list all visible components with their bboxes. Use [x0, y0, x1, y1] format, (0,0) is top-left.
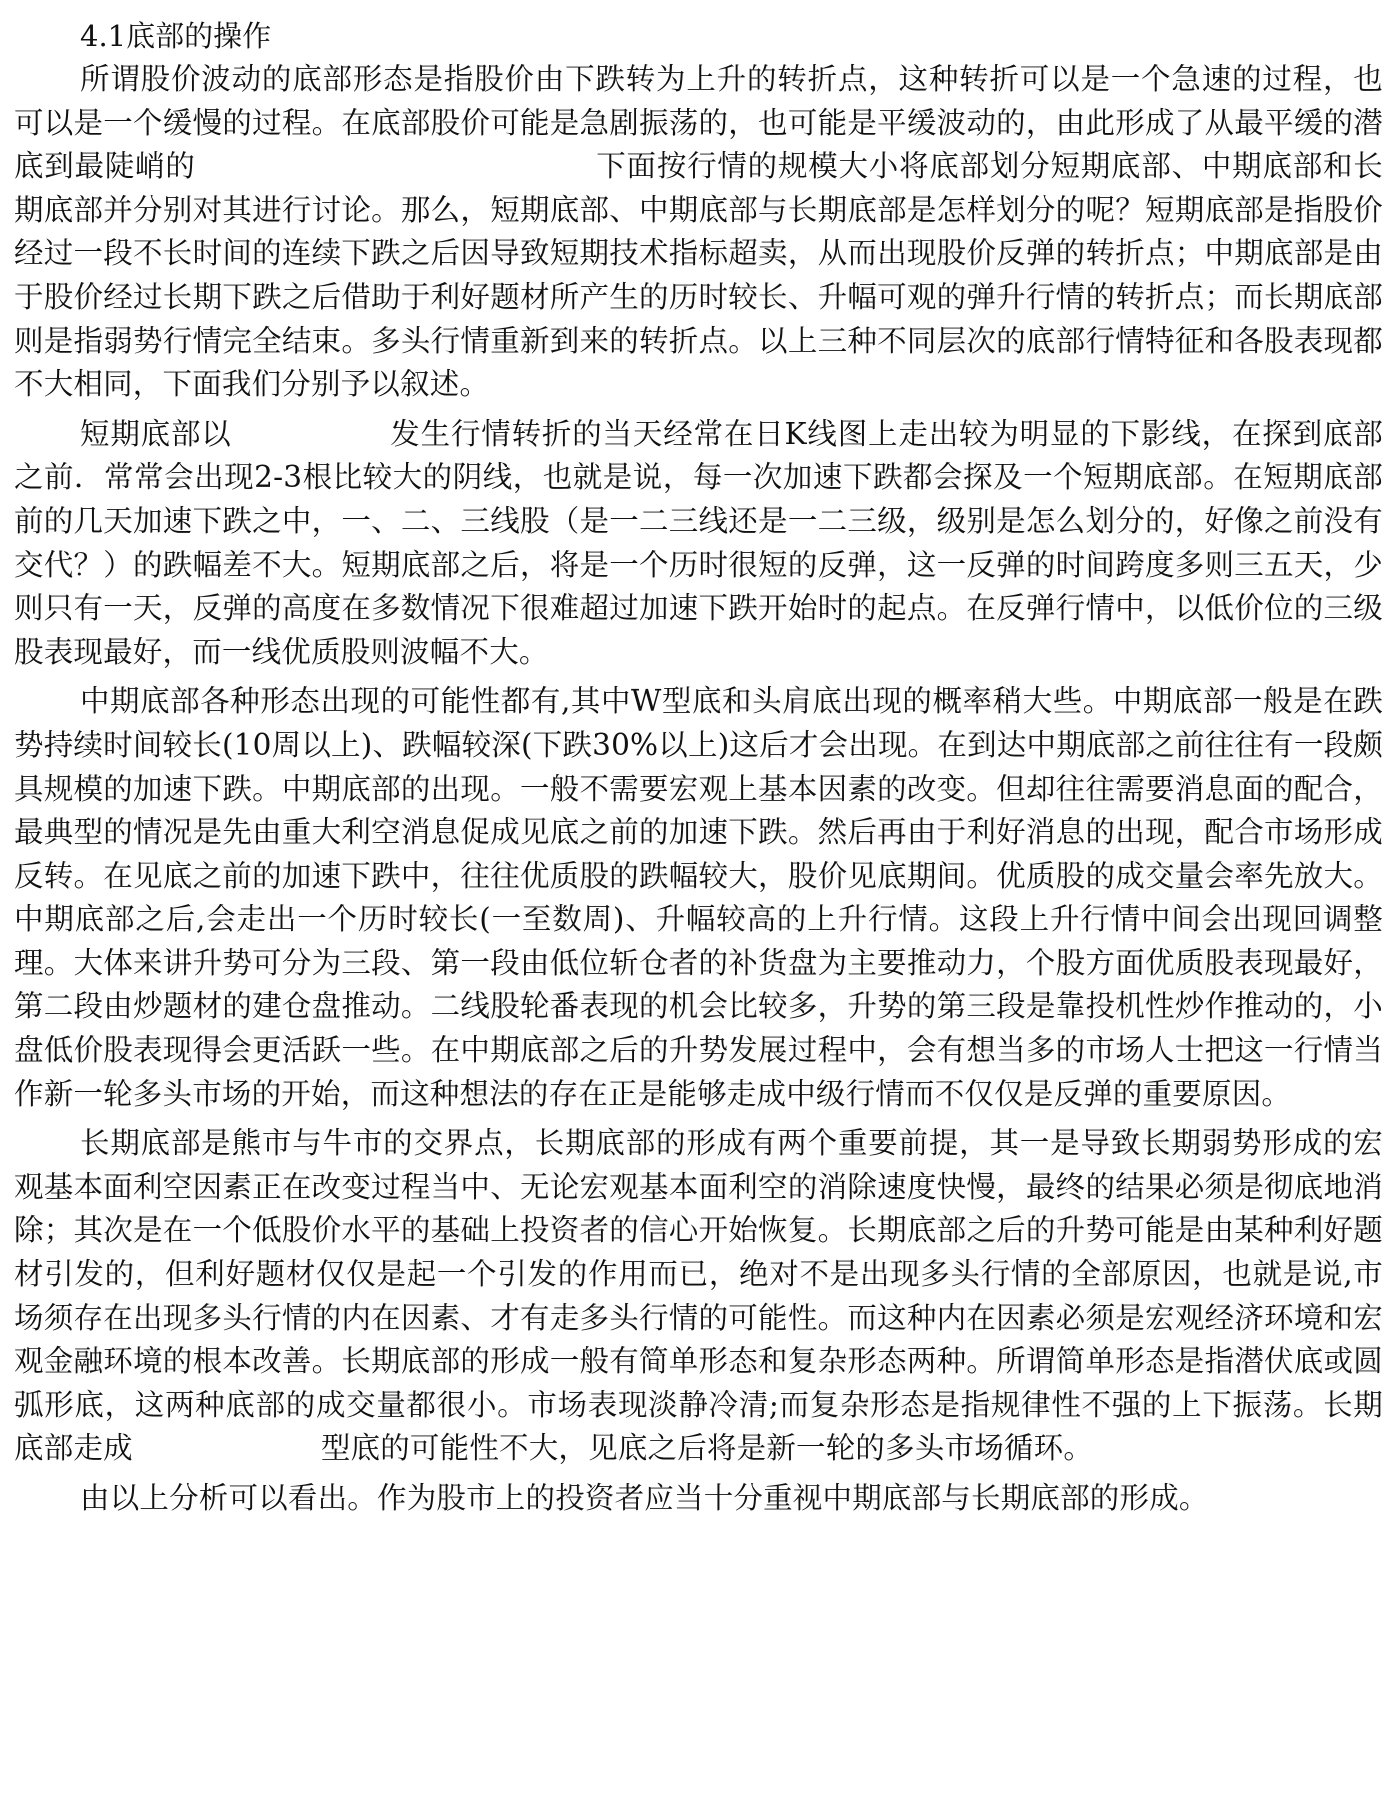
paragraph-long-term-bottom: [14, 1122, 1383, 1471]
paragraph-bottom-overview: [14, 58, 1383, 407]
paragraph-conclusion: 由以上分析可以看出。作为股市上的投资者应当十分重视中期底部与长期底部的形成。: [80, 1481, 1209, 1515]
paragraph-short-term-bottom: [14, 413, 1383, 675]
paragraph-text: 发生行情转折的当天经常在日K线图上走出较为明显的下影线，在探到底部之前．常常会出现2-3根比较大的阴线，也就是说，每一次加速下跌都会探及一个短期底部。在短期底部前的几天加速下跌之中，一、二、三线股（是一二三线还是一二三级，级别是怎么划分的，好像之前没有交代？）的跌幅差不大。短期底部之后，将是一个历时很短的反弹，这一反弹的时间跨度多则三五天，少则只有一天，反弹的高度在多数情况下很难超过加速下跌开始时的起点。在反弹行情中，以低价位的三级股表现最好，而一线优质股则波幅不大。: [14, 416, 1383, 669]
paragraph-text: 短期底部以: [80, 416, 232, 451]
paragraph-mid-term-bottom: 中期底部各种形态出现的可能性都有,其中W型底和头肩底出现的概率稍大些。中期底部一般是在跌势持续时间较长(10周以上)、跌幅较深(下跌30%以上)这后才会出现。在到达中期底部之前往往有一段颇具规模的加速下跌。中期底部的出现。一般不需要宏观上基本因素的改变。但却往往需要消息面的配合，最典型的情况是先由重大利空消息促成见底之前的加速下跌。然后再由于利好消息的出现，配合市场形成反转。在见底之前的加速下跌中，往往优质股的跌幅较大，股价见底期间。优质股的成交量会率先放大。中期底部之后,会走出一个历时较长(一至数周)、升幅较高的上升行情。这段上升行情中间会出现回调整理。大体来讲升势可分为三段、第一段由低位斩仓者的补货盘为主要推动力，个股方面优质股表现最好，第二段由炒题材的建仓盘推动。二线股轮番表现的机会比较多，升势的第三段是靠投机性炒作推动的，小盘低价股表现得会更活跃一些。在中期底部之后的升势发展过程中，会有想当多的市场人士把这一行情当作新一轮多头市场的开始，而这种想法的存在正是能够走成中级行情而不仅仅是反弹的重要原因。: [14, 684, 1383, 1111]
paragraph-text: 所谓股价波动的底部形态是指股价由下跌转为上升的转折点，这种转折可以是一个急速的过程，也可以是一个缓慢的过程。在底部股价可能是急剧振荡的，也可能是平缓波动的，由此形成了从最平缓的潜底到最陡峭的: [14, 62, 1383, 184]
paragraph-text: 长期底部是熊市与牛市的交界点，长期底部的形成有两个重要前提，其一是导致长期弱势形成的宏观基本面利空因素正在改变过程当中、无论宏观基本面利空的消除速度快慢，最终的结果必须是彻底地消除；其次是在一个低股价水平的基础上投资者的信心开始恢复。长期底部之后的升势可能是由某种利好题材引发的，但利好题材仅仅是起一个引发的作用而已，绝对不是出现多头行情的全部原因，也就是说,市场须存在出现多头行情的内在因素、才有走多头行情的可能性。而这种内在因素必须是宏观经济环境和宏观金融环境的根本改善。长期底部的形成一般有简单形态和复杂形态两种。所谓简单形态是指潜伏底或圆弧形底，这两种底部的成交量都很小。市场表现淡静冷清;而复杂形态是指规律性不强的上下振荡。长期底部走成: [14, 1126, 1383, 1466]
paragraph-text: 型底的可能性不大，见底之后将是新一轮的多头市场循环。: [320, 1431, 1094, 1466]
paragraph-text: 下面按行情的规模大小将底部划分短期底部、中期底部和长期底部并分别对其进行讨论。那么，短期底部、中期底部与长期底部是怎样划分的呢？短期底部是指股价经过一段不长时间的连续下跌之后因导致短期技术指标超卖，从而出现股价反弹的转折点；中期底部是由于股价经过长期下跌之后借助于利好题材所产生的历时较长、升幅可观的弹升行情的转折点；而长期底部则是指弱势行情完全结束。多头行情重新到来的转折点。以上三种不同层次的底部行情特征和各股表现都不大相同，下面我们分别予以叙述。: [14, 149, 1383, 402]
section-heading: 4.1底部的操作: [80, 19, 272, 53]
